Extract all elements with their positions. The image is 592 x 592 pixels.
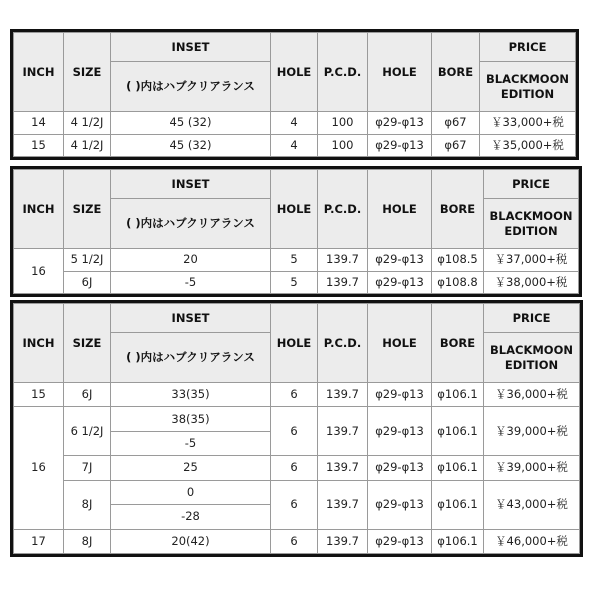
bore-cell: φ67 (432, 112, 480, 135)
header-inset-note: ( )内はハブクリアランス (111, 333, 271, 383)
table-row (14, 249, 579, 272)
price-cell: ￥33,000+税 (480, 112, 576, 135)
bore-cell: φ108.5 (432, 249, 484, 272)
price-cell: ￥36,000+税 (484, 383, 580, 407)
inset-cell: 0 (111, 480, 271, 504)
hole-count-cell: 6 (271, 480, 318, 529)
inch-cell: 16 (14, 249, 64, 294)
header-inset: INSET (111, 33, 271, 62)
header-size: SIZE (64, 170, 111, 249)
size-cell: 8J (64, 529, 111, 553)
hole-count-cell: 6 (271, 529, 318, 553)
bore-cell: φ106.1 (432, 456, 484, 480)
hole-cell: φ29-φ13 (368, 407, 432, 456)
header-hole: HOLE (368, 33, 432, 112)
table-row (14, 383, 580, 407)
spec-table-14-15 (10, 29, 579, 160)
pcd-cell: 100 (318, 112, 368, 135)
inset-cell: -28 (111, 505, 271, 529)
inset-cell: 33(35) (111, 383, 271, 407)
inset-cell: 38(35) (111, 407, 271, 431)
table-row (14, 112, 576, 135)
header-pcd: P.C.D. (318, 170, 368, 249)
pcd-cell: 139.7 (318, 480, 368, 529)
bore-cell: φ67 (432, 134, 480, 157)
spec-table-6hole (10, 300, 583, 557)
inset-cell: 20 (111, 249, 271, 272)
hole-cell: φ29-φ13 (368, 249, 432, 272)
size-cell: 6J (64, 383, 111, 407)
inch-cell: 16 (14, 407, 64, 529)
table-row (14, 134, 576, 157)
price-cell: ￥35,000+税 (480, 134, 576, 157)
header-inset: INSET (111, 304, 271, 333)
header-size: SIZE (64, 304, 111, 383)
header-price: PRICE (484, 304, 580, 333)
header-inch: INCH (14, 170, 64, 249)
hole-count-cell: 4 (271, 112, 318, 135)
spec-table-16-5hole (10, 166, 582, 297)
hole-cell: φ29-φ13 (368, 383, 432, 407)
pcd-cell: 139.7 (318, 407, 368, 456)
hole-count-cell: 5 (271, 271, 318, 294)
header-pcd: P.C.D. (318, 304, 368, 383)
pcd-cell: 139.7 (318, 249, 368, 272)
size-cell: 4 1/2J (64, 112, 111, 135)
size-cell: 8J (64, 480, 111, 529)
header-bore: BORE (432, 304, 484, 383)
hole-cell: φ29-φ13 (368, 480, 432, 529)
price-cell: ￥37,000+税 (484, 249, 579, 272)
hole-count-cell: 6 (271, 407, 318, 456)
inch-cell: 14 (14, 112, 64, 135)
header-edition: BLACKMOON EDITION (480, 62, 576, 112)
size-cell: 4 1/2J (64, 134, 111, 157)
bore-cell: φ106.1 (432, 480, 484, 529)
hole-cell: φ29-φ13 (368, 271, 432, 294)
header-bore: BORE (432, 170, 484, 249)
header-hole-count: HOLE (271, 170, 318, 249)
size-cell: 5 1/2J (64, 249, 111, 272)
header-inch: INCH (14, 304, 64, 383)
inset-cell: 25 (111, 456, 271, 480)
hole-count-cell: 5 (271, 249, 318, 272)
hole-count-cell: 4 (271, 134, 318, 157)
header-edition: BLACKMOON EDITION (484, 333, 580, 383)
price-cell: ￥39,000+税 (484, 456, 580, 480)
header-hole-count: HOLE (271, 33, 318, 112)
inch-cell: 15 (14, 134, 64, 157)
table-row (14, 529, 580, 553)
price-cell: ￥43,000+税 (484, 480, 580, 529)
bore-cell: φ108.8 (432, 271, 484, 294)
header-bore: BORE (432, 33, 480, 112)
inch-cell: 17 (14, 529, 64, 553)
price-cell: ￥46,000+税 (484, 529, 580, 553)
pcd-cell: 139.7 (318, 383, 368, 407)
hole-cell: φ29-φ13 (368, 134, 432, 157)
price-cell: ￥38,000+税 (484, 271, 579, 294)
inset-cell: -5 (111, 271, 271, 294)
header-inset-note: ( )内はハブクリアランス (111, 62, 271, 112)
table-row (14, 480, 580, 504)
table-row (14, 271, 579, 294)
bore-cell: φ106.1 (432, 407, 484, 456)
size-cell: 6 1/2J (64, 407, 111, 456)
header-hole: HOLE (368, 170, 432, 249)
hole-cell: φ29-φ13 (368, 529, 432, 553)
header-inch: INCH (14, 33, 64, 112)
hole-cell: φ29-φ13 (368, 456, 432, 480)
header-hole-count: HOLE (271, 304, 318, 383)
header-size: SIZE (64, 33, 111, 112)
table-row (14, 407, 580, 431)
header-hole: HOLE (368, 304, 432, 383)
table-row (14, 456, 580, 480)
bore-cell: φ106.1 (432, 529, 484, 553)
hole-count-cell: 6 (271, 383, 318, 407)
pcd-cell: 139.7 (318, 529, 368, 553)
inset-cell: 20(42) (111, 529, 271, 553)
header-inset-note: ( )内はハブクリアランス (111, 199, 271, 249)
pcd-cell: 100 (318, 134, 368, 157)
inch-cell: 15 (14, 383, 64, 407)
size-cell: 7J (64, 456, 111, 480)
inset-cell: -5 (111, 431, 271, 455)
pcd-cell: 139.7 (318, 456, 368, 480)
pcd-cell: 139.7 (318, 271, 368, 294)
inset-cell: 45 (32) (111, 112, 271, 135)
hole-count-cell: 6 (271, 456, 318, 480)
header-price: PRICE (484, 170, 579, 199)
header-edition: BLACKMOON EDITION (484, 199, 579, 249)
header-inset: INSET (111, 170, 271, 199)
hole-cell: φ29-φ13 (368, 112, 432, 135)
price-cell: ￥39,000+税 (484, 407, 580, 456)
bore-cell: φ106.1 (432, 383, 484, 407)
header-price: PRICE (480, 33, 576, 62)
inset-cell: 45 (32) (111, 134, 271, 157)
size-cell: 6J (64, 271, 111, 294)
header-pcd: P.C.D. (318, 33, 368, 112)
